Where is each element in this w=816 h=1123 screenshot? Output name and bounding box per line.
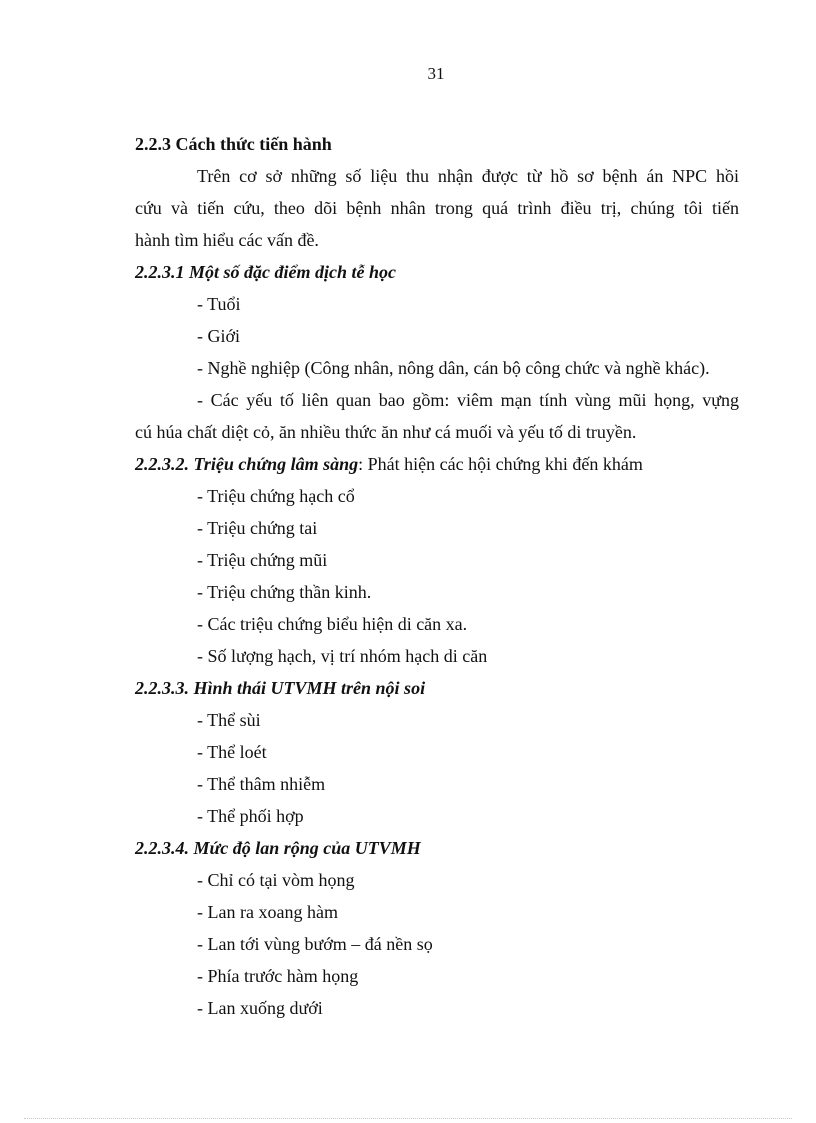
intro-line-1: Trên cơ sở những số liệu thu nhận được từ hồ sơ bệnh án NPC hồi (197, 166, 739, 186)
list-item: - Nghề nghiệp (Công nhân, nông dân, cán bộ công chức và nghề khác). (197, 358, 710, 378)
list-item: - Thể phối hợp (197, 806, 304, 826)
list-item: - Triệu chứng tai (197, 518, 318, 538)
list-item: - Số lượng hạch, vị trí nhóm hạch di căn (197, 646, 488, 666)
subsection-title-extent: 2.2.3.4. Mức độ lan rộng của UTVMH (135, 838, 421, 858)
list-item: - Phía trước hàm họng (197, 966, 359, 986)
list-item: - Triệu chứng mũi (197, 550, 328, 570)
list-item: - Thể sùi (197, 710, 261, 730)
page-number: 31 (427, 64, 445, 83)
list-item: - Lan tới vùng bướm – đá nền sọ (197, 934, 433, 954)
list-item: - Các triệu chứng biểu hiện di căn xa. (197, 614, 468, 634)
list-item: - Thể loét (197, 742, 267, 762)
subsection-title-clinical: 2.2.3.2. Triệu chứng lâm sàng (135, 454, 359, 474)
risk-factors-line-1: - Các yếu tố liên quan bao gồm: viêm mạn tính vùng mũi họng, vựng (197, 390, 739, 410)
page-bottom-divider (24, 1118, 792, 1119)
list-item: - Tuổi (197, 294, 241, 314)
document-body (135, 132, 739, 1028)
list-item: - Triệu chứng thần kinh. (197, 582, 372, 602)
list-item: - Thể thâm nhiễm (197, 774, 326, 794)
list-item: - Giới (197, 326, 241, 346)
list-item: - Triệu chứng hạch cổ (197, 486, 355, 506)
list-item: - Lan ra xoang hàm (197, 902, 338, 922)
list-item: - Lan xuống dưới (197, 998, 323, 1018)
subsection-title-endoscopy: 2.2.3.3. Hình thái UTVMH trên nội soi (135, 678, 426, 698)
list-item: - Chỉ có tại vòm họng (197, 870, 355, 890)
risk-factors-line-2: cú húa chất diệt cỏ, ăn nhiều thức ăn như cá muối và yếu tố di truyền. (135, 422, 637, 442)
intro-line-3: hành tìm hiểu các vấn đề. (135, 230, 319, 250)
subsection-title-epidemiology: 2.2.3.1 Một số đặc điểm dịch tễ học (135, 262, 396, 282)
intro-line-2: cứu và tiến cứu, theo dõi bệnh nhân trong quá trình điều trị, chúng tôi tiến (135, 198, 739, 218)
subsection-title-clinical-suffix: : Phát hiện các hội chứng khi đến khám (358, 454, 643, 474)
section-title: 2.2.3 Cách thức tiến hành (135, 134, 332, 154)
subsection-heading-clinical (135, 452, 739, 484)
